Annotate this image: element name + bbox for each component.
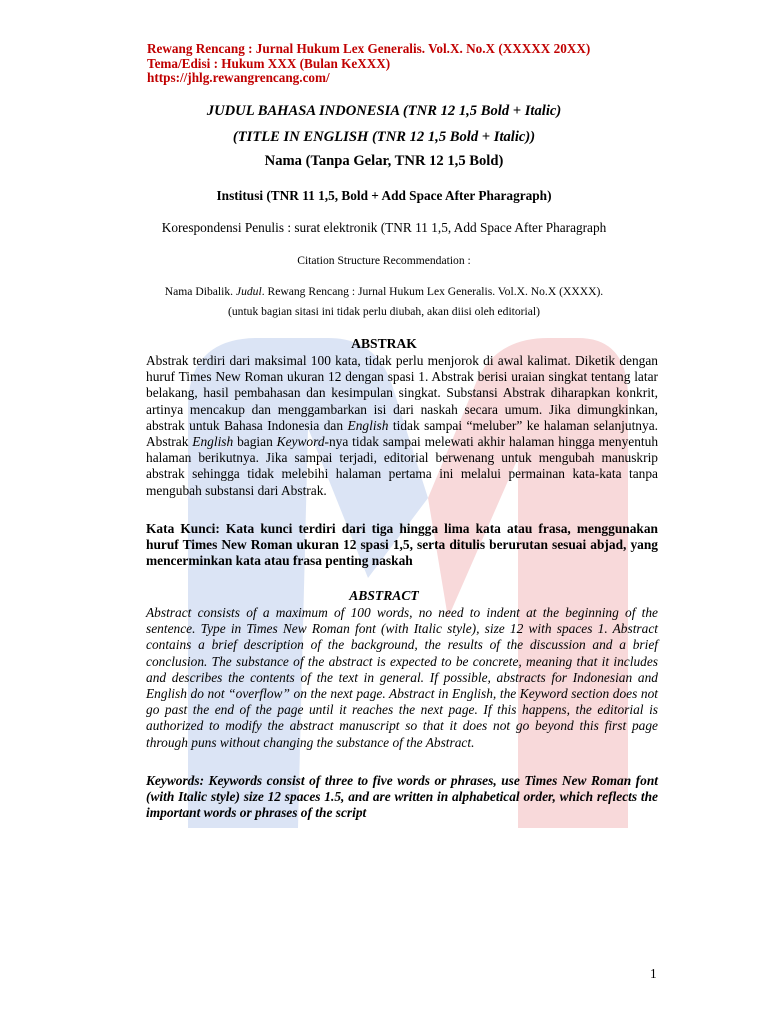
citation-rest: . Rewang Rencang : Jurnal Hukum Lex Generalis. Vol.X. No.X (XXXX). (261, 285, 604, 298)
abstrak-text-4: -nya tidak sampai melewati akhir halaman hingga menyentuh halaman berikutnya. Jika sampai terjadi, editorial berwenang untuk mengubah manuskrip abstrak sehingga tidak melebihi halaman pertama ini melalui permainan kata-kata tanpa mengubah substansi dari Abstrak. (146, 434, 659, 498)
journal-line: Rewang Rencang : Jurnal Hukum Lex Generalis. Vol.X. No.X (XXXXX 20XX) (147, 41, 591, 56)
citation-author: Nama Dibalik. (164, 285, 236, 298)
title-indonesian: JUDUL BAHASA INDONESIA (TNR 12 1,5 Bold + Italic) (206, 103, 562, 119)
abstrak-text-2: tidak sampai “meluber” ke halaman selanjutnya. Abstrak (146, 417, 658, 450)
abstrak-english-word: English (347, 417, 389, 433)
abstrak-body (146, 353, 658, 499)
page-number: 1 (650, 966, 657, 981)
citation-judul: Judul (235, 285, 262, 298)
citation-heading: Citation Structure Recommendation : (297, 254, 471, 267)
abstract-heading: ABSTRACT (349, 588, 419, 603)
abstrak-english-word-2: English (192, 434, 234, 450)
kata-kunci: Kata Kunci: Kata kunci terdiri dari tiga hingga lima kata atau frasa, menggunakan huruf Times New Roman ukuran 12 spasi 1,5, serta ditulis berurutan sesuai abjad, yang mencerminkan kata atau frasa penting naskah (146, 521, 658, 569)
author-name: Nama (Tanpa Gelar, TNR 12 1,5 Bold) (264, 153, 504, 169)
citation-line (0, 285, 768, 298)
journal-url[interactable]: https://jhlg.rewangrencang.com/ (147, 70, 330, 85)
institution: Institusi (TNR 11 1,5, Bold + Add Space After Pharagraph) (216, 188, 552, 203)
correspondence: Korespondensi Penulis : surat elektronik (TNR 11 1,5, Add Space After Pharagraph (161, 220, 607, 235)
abstrak-keyword-word: Keyword (276, 434, 325, 450)
abstrak-text-1: Abstrak terdiri dari maksimal 100 kata, tidak perlu menjorok di awal kalimat. Diketik dengan huruf Times New Roman ukuran 12 dengan spasi 1. Abstrak berisi uraian singkat tentang latar belakang, hasil pembahasan dan kesimpulan singkat. Substansi Abstrak diharapkan konkrit, artinya mencakup dan menggambarkan isi dari naskah secara umum. Jika dimungkinkan, abstrak untuk Bahasa Indonesia dan (146, 353, 658, 433)
abstrak-text-3: bagian (233, 434, 277, 450)
title-english: (TITLE IN ENGLISH (TNR 12 1,5 Bold + Italic)) (232, 129, 536, 145)
abstrak-heading: ABSTRAK (351, 336, 417, 351)
citation-note: (untuk bagian sitasi ini tidak perlu diubah, akan diisi oleh editorial) (228, 305, 540, 318)
edition-line: Tema/Edisi : Hukum XXX (Bulan KeXXX) (147, 55, 391, 71)
journal-header (147, 42, 590, 86)
keywords-english: Keywords: Keywords consist of three to five words or phrases, use Times New Roman font (with Italic style) size 12 spaces 1.5, and are written in alphabetical order, which reflects the important words or phrases of the script (146, 773, 658, 821)
abstract-body: Abstract consists of a maximum of 100 words, no need to indent at the beginning of the sentence. Type in Times New Roman font (with Italic style), size 12 with spaces 1. Abstract contains a brief description of the background, the results of the discussion and a brief conclusion. The substance of the abstract is expected to be concrete, meaning that it includes and describes the contents of the text in general. If possible, abstracts for Indonesian and English do not “overflow” on the next page. Abstract in English, the Keyword section does not go past the end of the page until it reaches the next page. If this happens, the editorial is authorized to modify the abstract manuscript so that it does not go beyond this first page through puns without changing the substance of the Abstract. (146, 605, 658, 750)
